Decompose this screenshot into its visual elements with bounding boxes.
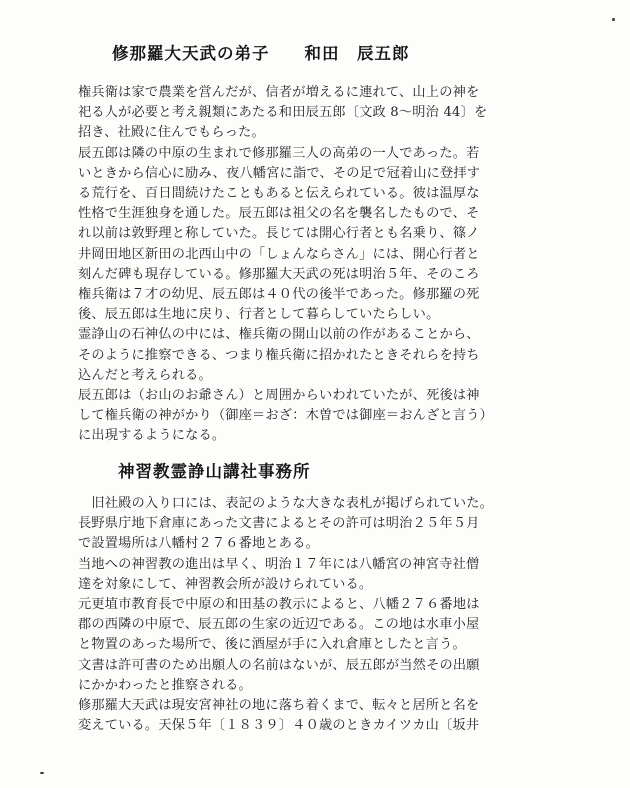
paragraph-disciple-body: 権兵衛は家で農業を営んだが、信者が増えるに連れて、山上の神を 祀る人が必要と考え親類にあたる和田辰五郎〔文政 8〜明治 44〕を 招き、社殿に住んでもらった。 辰五郎は隣の中原の生まれで修那羅三人の高弟の一人であった。若 いときから信心に励み、夜八幡宮に詣で、その足で冠着山に登拝す る荒行を、百日間続けたこともあると伝えられている。彼は温厚な 性格で生涯独身を通した。辰五郎は祖父の名を襲名したもので、そ れ以前は敦野理と称していた。長じては開心行者とも名乗り、篠ノ 井岡田地区新田の北西山中の「しょんならさん」には、開心行者と 刻んだ碑も現存している。修那羅大天武の死は明治５年、そのころ 権兵衛は７才の幼児、辰五郎は４０代の後半であった。修那羅の死 後、辰五郎は生地に戻り、行者として暮らしていたらしい。 霊諍山の石神仏の中には、権兵衛の開山以前の作があることから、 そのように推察できる、つまり権兵衛に招かれたときそれらを持ち 込んだと考えられる。 辰五郎は（お山のお爺さん）と周囲からいわれていたが、死後は神 して権兵衛の神がかり（御座＝おざ：木曽では御座＝おんざと言う） に出現するようになる。 <box>78 85 494 444</box>
scan-speck <box>40 772 44 774</box>
section-heading-disciple: 修那羅大天武の弟子 和田 辰五郎 <box>112 44 410 63</box>
scan-speck <box>612 18 615 21</box>
section-heading-shinshukyo-office: 神習教霊諍山講社事務所 <box>118 462 311 481</box>
paragraph-shinshukyo-body: 旧社殿の入り口には、表記のような大きな表札が掲げられていた。 長野県庁地下倉庫にあった文書によるとその許可は明治２５年５月 で設置場所は八幡村２７６番地とある。 当地への神習教の進出は早く、明治１７年には八幡宮の神宮寺社僧 達を対象にして、神習教会所が設けられている。 元更埴市教育長で中原の和田基の教示によると、八幡２７６番地は 郡の西隣の中原で、辰五郎の生家の近辺である。この地は水車小屋 と物置のあった場所で、後に酒屋が手に入れ倉庫としたと言う。 文書は許可書のため出願人の名前はないが、辰五郎が当然その出願 にかかわったと推察される。 修那羅大天武は現安宮神社の地に落ち着くまで、転々と居所と名を 変えている。天保５年〔１８３９〕４０歳のときカイツカ山〔坂井 <box>78 496 494 734</box>
